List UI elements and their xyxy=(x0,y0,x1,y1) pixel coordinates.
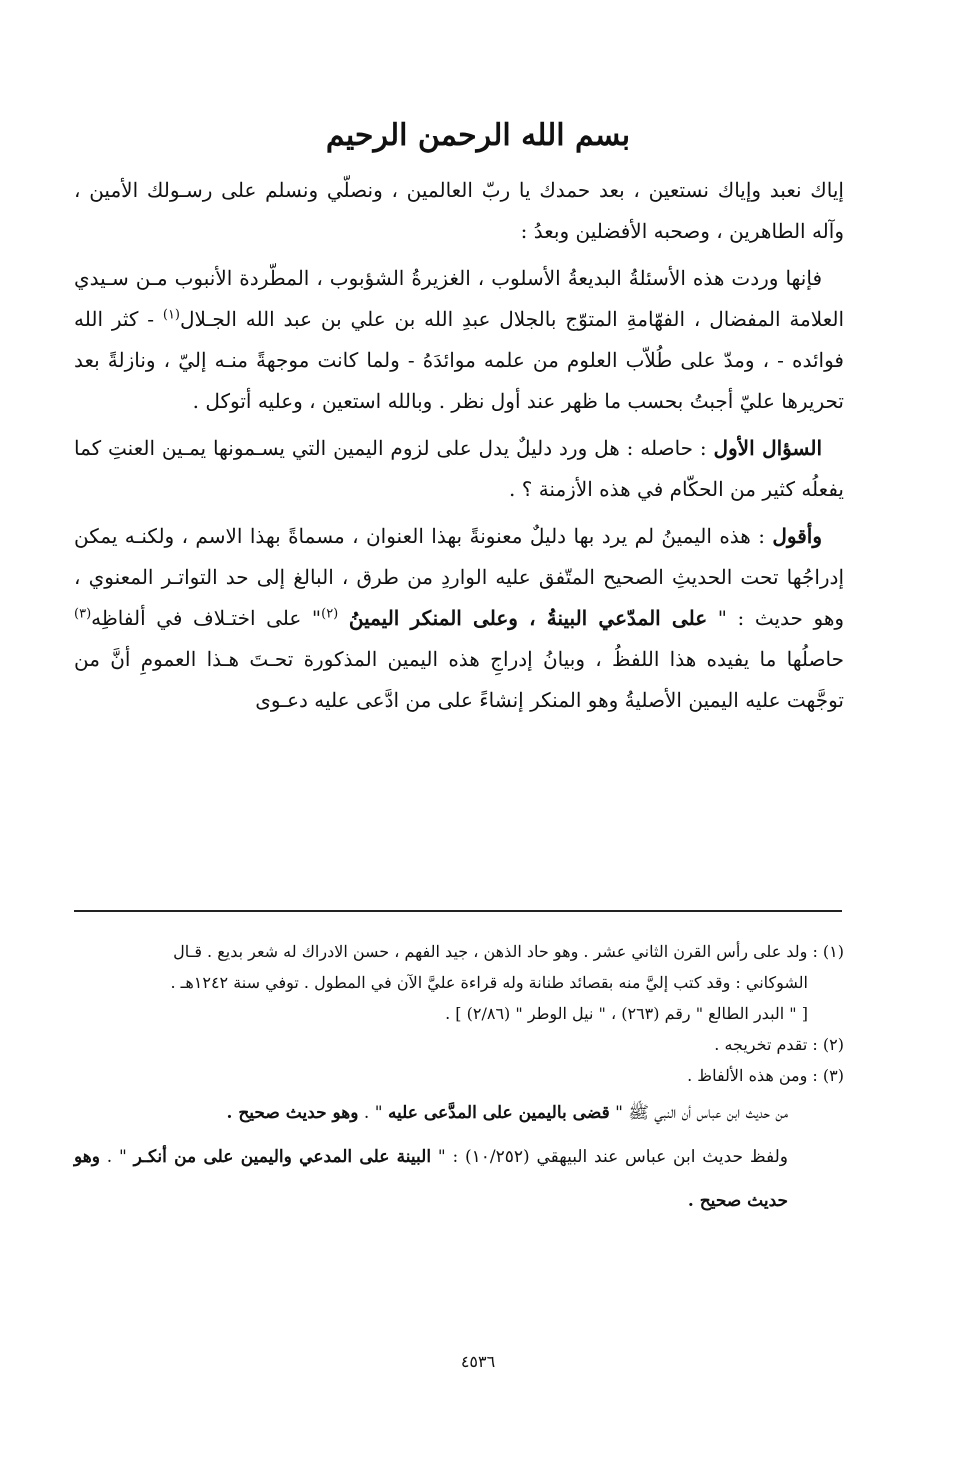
answer-text-3: حاصلُها ما يفيده هذا اللفظُ ، وبيانُ إدراجِ هذه اليمين المذكورة تحـتَ هـذا العمومِ أنَّ من توجَّهت عليه اليمين الأصليةُ وهو المنكر إنشاءً على من ادَّعى عليه دعـوى xyxy=(74,647,844,712)
preface-text-b: - كثر الله فوائده - ، ومدّ على طُلاّب العلوم من علمه موائدَهُ - ولما كانت موجهةً منـه إليّ ، ونازلةً بعد تحريرها عليّ أجبتُ بحسب ما ظهر عند أول نظر . وبالله استعين ، وعليه أتوكل . xyxy=(74,307,844,413)
intro-paragraph: إياك نعبد وإياك نستعين ، بعد حمدك يا ربّ العالمين ، ونصلّي ونسلم على رسـولك الأمين ، وآله الطاهرين ، وصحبه الأفضلين وبعدُ : xyxy=(74,178,844,243)
question-text: : حاصله : هل ورد دليلٌ يدل على لزوم اليمين التي يسـمونها يمـين العنتِ كما يفعلُه كثير من الحكّام في هذه الأزمنة ؟ . xyxy=(74,436,844,501)
quote-2-hadith: البينة على المدعي واليمين على من أنكـر xyxy=(133,1147,432,1167)
footnote-ref-1: (١) xyxy=(162,307,180,323)
footnote-1-line-2: الشوكاني : وقد كتب إليَّ منه بقصائد طنانة وله قراءة عليَّ الآن في المطول . توفي سنة ١٢٤٢هـ . xyxy=(170,973,808,992)
quote-1-prefix: من حديث ابن عباس أن النبي ﷺ " xyxy=(615,1103,788,1123)
footnote-1-line-3: [ " البدر الطالع " رقم (٢٦٣) ، " نيل الوطر " (٢/٨٦) ] . xyxy=(445,1004,808,1023)
footnote-3-quote-1 xyxy=(74,1091,844,1135)
question-paragraph xyxy=(74,428,844,510)
basmala-title: بسم الله الرحمن الرحيم xyxy=(325,118,631,153)
preface-paragraph xyxy=(74,258,844,422)
page-number: ٤٥٣٦ xyxy=(460,1352,496,1371)
footnote-2: (٢) : تقدم تخريجه . xyxy=(714,1035,844,1054)
quote-2-close: " . xyxy=(106,1147,127,1167)
quote-1-close: " . xyxy=(363,1103,383,1123)
footnote-divider xyxy=(74,910,842,912)
footnote-3-quote-2 xyxy=(74,1135,844,1223)
answer-text-2: " على اختـلاف في ألفاظِه xyxy=(91,606,322,630)
hadith-text: على المدّعي البينةُ ، وعلى المنكر اليمينُ xyxy=(348,606,708,630)
answer-label: وأقول xyxy=(772,524,822,548)
preface-text-a: فإنها وردت هذه الأسئلةُ البديعةُ الأسلوب ، الغزيرةُ الشؤبوب ، المطّردة الأنبوب مـن سـيدي العلامة المفضال ، الفهّامةِ المتوّج بالجلال عبدِ الله بن علي بن عبد الله الجـلال xyxy=(74,266,844,331)
quote-1-grade: وهو حديث صحيح . xyxy=(226,1103,359,1123)
answer-text-1: : هذه اليمينُ لم يرد بها دليلٌ معنونةً بهذا العنوان ، مسماةً بهذا الاسم ، ولكنـه يمكن إدراجُها تحت الحديثِ الصحيح المتّفق عليه الواردِ من طرق ، البالغ إلى حد التواتـر المعنوي ، وهو حديث : " xyxy=(74,524,845,630)
quote-2-grade: وهو حديث صحيح . xyxy=(74,1147,788,1211)
footnotes xyxy=(74,936,844,1223)
question-label: السؤال الأول xyxy=(713,436,823,460)
answer-paragraph xyxy=(74,516,844,721)
quote-1-hadith: قضى باليمين على المدَّعى عليه xyxy=(387,1103,610,1123)
footnote-1-line-1: (١) : ولد على رأس القرن الثاني عشر . وهو حاد الذهن ، جيد الفهم ، حسن الادراك له شعر بديع . قـال xyxy=(173,942,844,961)
footnote-ref-2: (٢) xyxy=(321,606,339,622)
footnote-ref-3: (٣) xyxy=(74,606,92,622)
footnote-3: (٣) : ومن هذه الألفاظ . xyxy=(687,1066,844,1085)
quote-2-prefix: ولفظ حديث ابن عباس عند البيهقي (١٠/٢٥٢) : " xyxy=(437,1147,788,1167)
main-text xyxy=(74,170,844,727)
